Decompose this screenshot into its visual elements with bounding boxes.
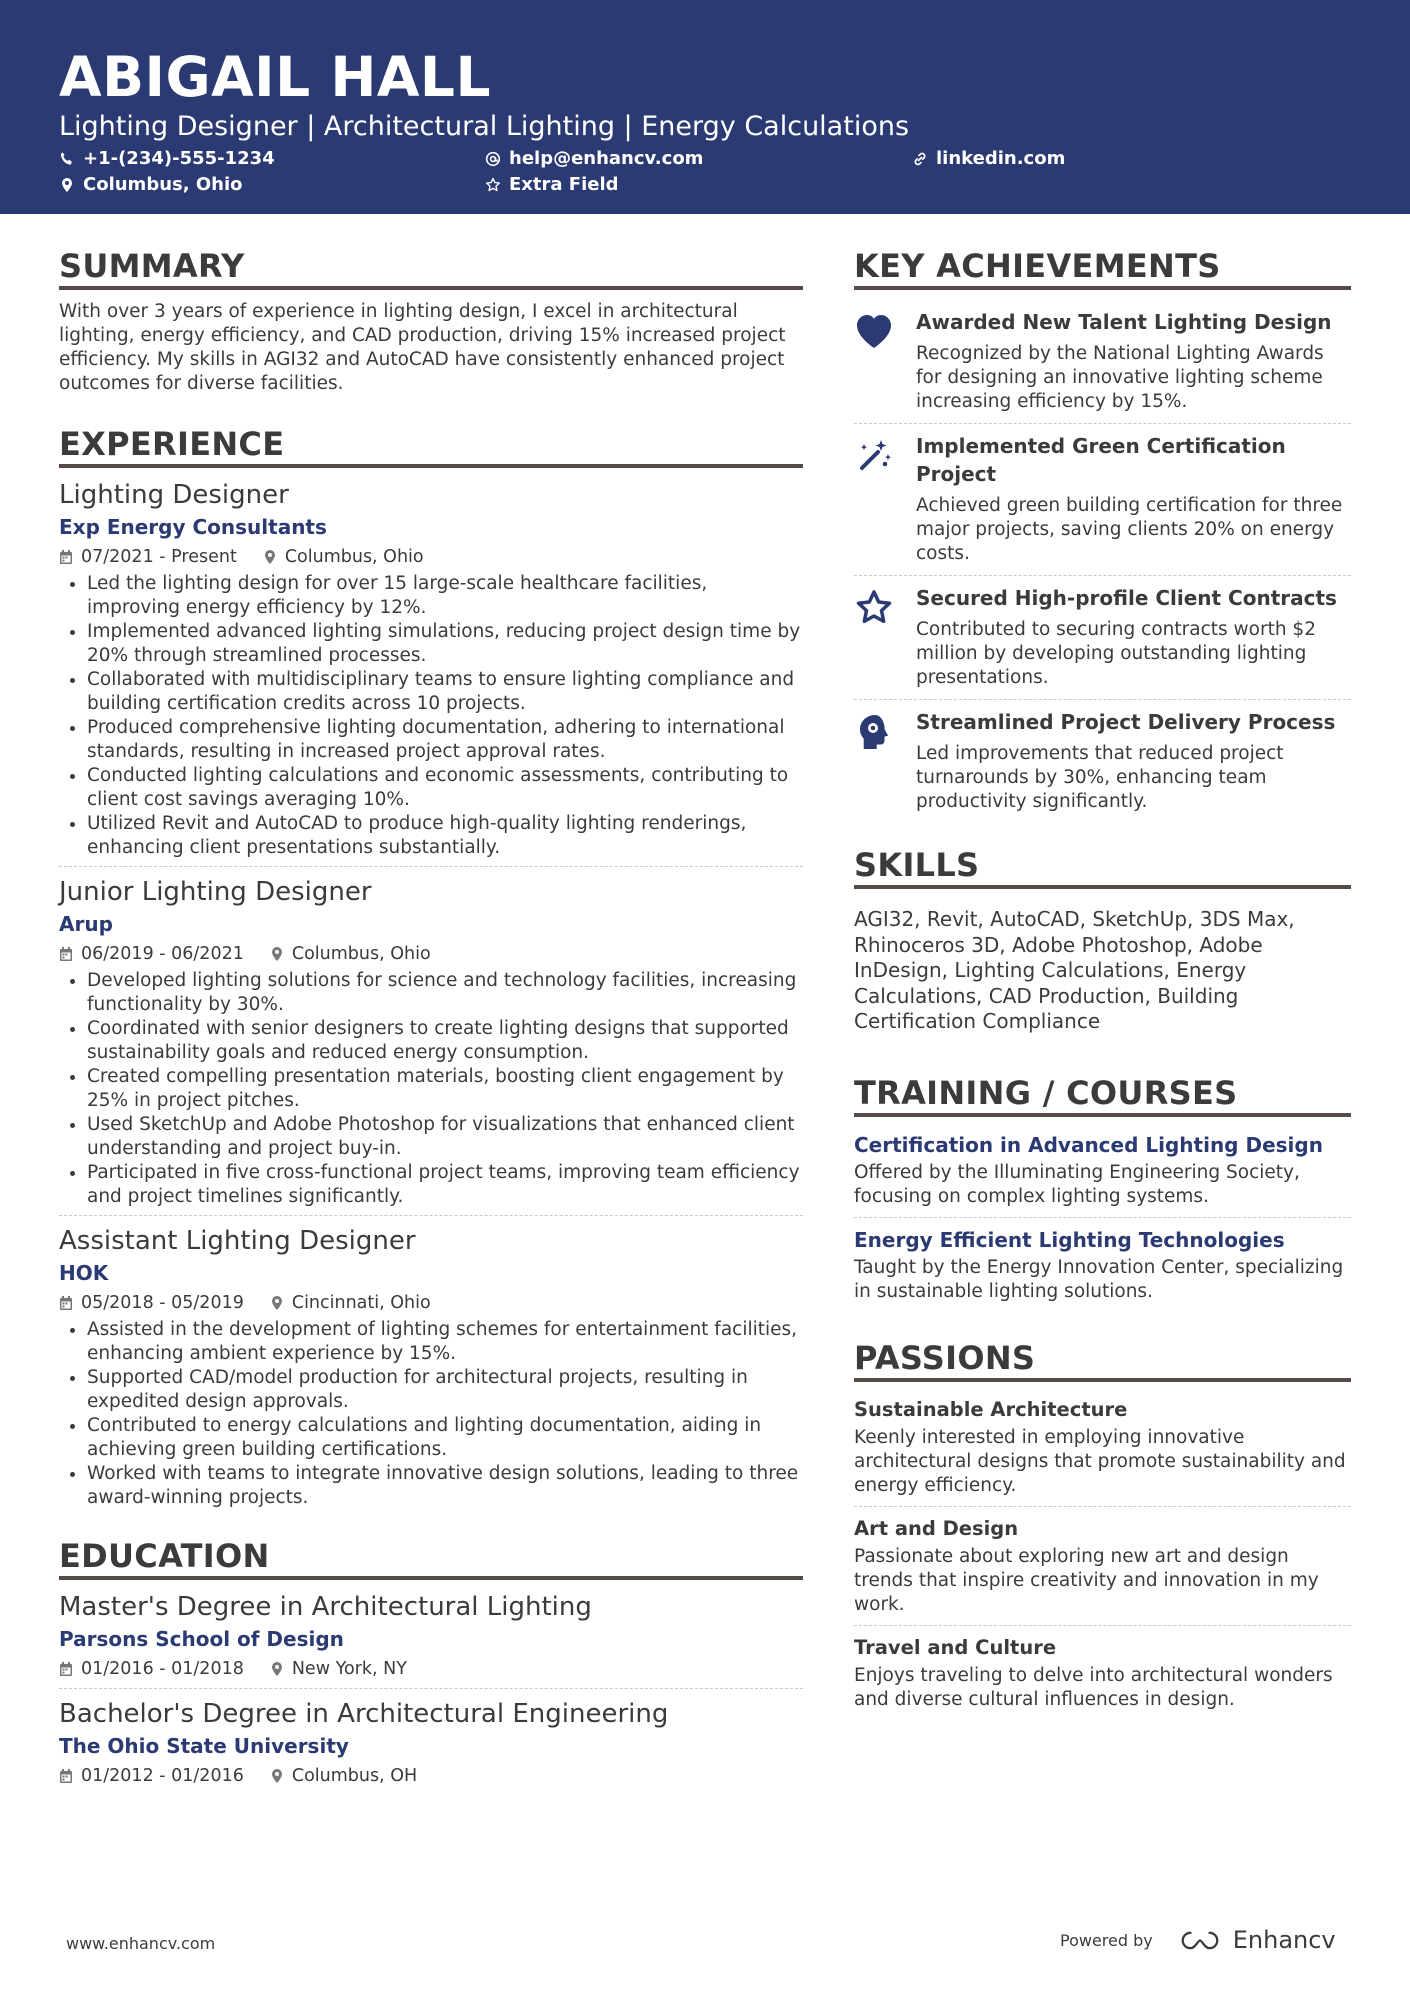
passion-title: Sustainable Architecture xyxy=(854,1397,1128,1421)
phone-icon xyxy=(59,151,75,167)
passion-title: Travel and Culture xyxy=(854,1635,1057,1659)
job-entry xyxy=(59,866,803,1215)
achievement-title: Streamlined Project Delivery Process xyxy=(916,710,1336,734)
list-item: • Coordinated with senior designers to create lighting designs that supported sustainability goals and reduced energy consumption. xyxy=(87,1017,803,1065)
company-name: HOK xyxy=(59,1261,109,1285)
powered-by-text: Powered by xyxy=(1060,1930,1153,1950)
achievement-desc: Recognized by the National Lighting Awards for designing an innovative lighting scheme increasing efficiency by 15%. xyxy=(916,343,1324,412)
degree-title: Bachelor's Degree in Architectural Engineering xyxy=(59,1699,669,1729)
footer-website[interactable]: www.enhancv.com xyxy=(66,1934,216,1953)
list-item: • Supported CAD/model production for architectural projects, resulting in expedited design approvals. xyxy=(87,1366,803,1414)
course-item xyxy=(854,1217,1351,1312)
job-meta xyxy=(59,1290,803,1316)
passion-title: Art and Design xyxy=(854,1516,1019,1540)
passion-item xyxy=(854,1625,1351,1720)
calendar-icon xyxy=(59,946,73,962)
list-item: • Worked with teams to integrate innovative design solutions, leading to three award-winning projects. xyxy=(87,1462,803,1510)
star-outline-icon xyxy=(485,177,501,193)
right-column xyxy=(854,246,1351,1720)
achievement-item xyxy=(854,699,1351,823)
section-title-education: EDUCATION xyxy=(59,1536,803,1580)
website-text[interactable]: linkedin.com xyxy=(936,148,1066,169)
resume-header xyxy=(0,0,1410,214)
list-item: • Participated in five cross-functional project teams, improving team efficiency and project timelines significantly. xyxy=(87,1161,803,1209)
brand-name: Enhancv xyxy=(1232,1926,1336,1954)
achievement-item xyxy=(854,300,1351,423)
phone-text: +1-(234)-555-1234 xyxy=(83,148,275,169)
calendar-icon xyxy=(59,1661,73,1677)
passion-desc: Enjoys traveling to delve into architectural wonders and diverse cultural influences in design. xyxy=(854,1664,1333,1710)
job-location: Columbus, Ohio xyxy=(284,547,424,567)
skills-list: AGI32, Revit, AutoCAD, SketchUp, 3DS Max, Rhinoceros 3D, Adobe Photoshop, Adobe InDesign, Lighting Calculations, Energy Calculations, CAD Production, Building Certification Compliance xyxy=(854,907,1295,1033)
education-location: New York, NY xyxy=(291,1659,407,1679)
contact-website[interactable] xyxy=(912,148,1065,169)
skills-section xyxy=(854,845,1351,1035)
job-title: Assistant Lighting Designer xyxy=(59,1226,416,1256)
job-title: Junior Lighting Designer xyxy=(59,877,372,907)
enhancv-logo-icon xyxy=(1177,1929,1223,1952)
link-icon xyxy=(912,151,928,167)
achievement-item xyxy=(854,423,1351,575)
achievement-title: Awarded New Talent Lighting Design xyxy=(916,310,1332,334)
course-desc: Offered by the Illuminating Engineering Society, focusing on complex lighting systems. xyxy=(854,1161,1300,1207)
summary-text: With over 3 years of experience in lighting design, I excel in architectural lighting, energy efficiency, and CAD production, driving 15% increased project efficiency. My skills in AGI32 and AutoCAD have consistently enhanced project outcomes for diverse facilities. xyxy=(59,301,786,394)
section-title-passions: PASSIONS xyxy=(854,1338,1351,1382)
calendar-icon xyxy=(59,1768,73,1784)
education-entry xyxy=(59,1688,803,1795)
contact-info xyxy=(59,148,1410,208)
job-bullets xyxy=(59,572,803,860)
education-location: Columbus, OH xyxy=(291,1766,418,1786)
contact-location xyxy=(59,174,243,195)
job-bullets xyxy=(59,1318,803,1510)
education-dates: 01/2016 - 01/2018 xyxy=(81,1659,244,1679)
candidate-title: Lighting Designer | Architectural Lighting | Energy Calculations xyxy=(59,111,910,142)
magic-wand-icon xyxy=(854,436,894,476)
course-title: Energy Efficient Lighting Technologies xyxy=(854,1227,1285,1252)
contact-phone xyxy=(59,148,275,169)
list-item: • Used SketchUp and Adobe Photoshop for visualizations that enhanced client understanding and project buy-in. xyxy=(87,1113,803,1161)
map-pin-icon xyxy=(59,177,75,193)
list-item: • Collaborated with multidisciplinary teams to ensure lighting compliance and building certification credits across 10 projects. xyxy=(87,668,803,716)
section-title-training: TRAINING / COURSES xyxy=(854,1073,1351,1117)
school-name: The Ohio State University xyxy=(59,1734,349,1758)
map-pin-icon xyxy=(270,946,284,962)
calendar-icon xyxy=(59,1295,73,1311)
achievement-title: Implemented Green Certification Project xyxy=(916,434,1286,486)
star-icon xyxy=(854,588,894,628)
experience-section xyxy=(59,424,803,1516)
head-brain-icon xyxy=(854,712,894,752)
job-bullets xyxy=(59,969,803,1209)
brand-logo[interactable] xyxy=(1177,1926,1336,1954)
education-entry xyxy=(59,1590,803,1688)
list-item: • Developed lighting solutions for science and technology facilities, increasing functionality by 30%. xyxy=(87,969,803,1017)
map-pin-icon xyxy=(270,1768,284,1784)
school-name: Parsons School of Design xyxy=(59,1627,344,1651)
section-title-skills: SKILLS xyxy=(854,845,1351,889)
job-dates: 07/2021 - Present xyxy=(81,547,237,567)
list-item: • Assisted in the development of lighting schemes for entertainment facilities, enhancing ambient experience by 15%. xyxy=(87,1318,803,1366)
job-meta xyxy=(59,941,803,967)
section-title-experience: EXPERIENCE xyxy=(59,424,803,468)
list-item: • Conducted lighting calculations and economic assessments, contributing to client cost savings averaging 10%. xyxy=(87,764,803,812)
left-column xyxy=(59,246,803,1795)
list-item: • Led the lighting design for over 15 large-scale healthcare facilities, improving energy efficiency by 12%. xyxy=(87,572,803,620)
education-dates: 01/2012 - 01/2016 xyxy=(81,1766,244,1786)
list-item: • Produced comprehensive lighting documentation, adhering to international standards, resulting in increased project approval rates. xyxy=(87,716,803,764)
calendar-icon xyxy=(59,549,73,565)
contact-extra xyxy=(485,174,619,195)
achievements-section xyxy=(854,246,1351,823)
footer-branding xyxy=(1060,1926,1336,1954)
passions-section xyxy=(854,1338,1351,1720)
job-entry xyxy=(59,478,803,866)
map-pin-icon xyxy=(270,1295,284,1311)
passion-item xyxy=(854,1392,1351,1506)
training-section xyxy=(854,1073,1351,1312)
map-pin-icon xyxy=(270,1661,284,1677)
email-text[interactable]: help@enhancv.com xyxy=(509,148,704,169)
heart-icon xyxy=(854,312,894,352)
course-item xyxy=(854,1127,1351,1217)
passion-desc: Keenly interested in employing innovative architectural designs that promote sustainability and energy efficiency. xyxy=(854,1426,1346,1496)
list-item: • Created compelling presentation materials, boosting client engagement by 25% in project pitches. xyxy=(87,1065,803,1113)
passion-item xyxy=(854,1506,1351,1625)
list-item: • Contributed to energy calculations and lighting documentation, aiding in achieving green building certifications. xyxy=(87,1414,803,1462)
achievement-item xyxy=(854,575,1351,699)
section-title-achievements: KEY ACHIEVEMENTS xyxy=(854,246,1351,290)
job-title: Lighting Designer xyxy=(59,480,289,510)
education-meta xyxy=(59,1656,803,1682)
company-name: Exp Energy Consultants xyxy=(59,515,327,539)
job-location: Columbus, Ohio xyxy=(291,944,431,964)
achievement-desc: Achieved green building certification for three major projects, saving clients 20% on energy costs. xyxy=(916,495,1343,564)
achievement-title: Secured High-profile Client Contracts xyxy=(916,586,1337,610)
achievement-desc: Contributed to securing contracts worth $2 million by developing outstanding lighting presentations. xyxy=(916,619,1316,688)
job-entry xyxy=(59,1215,803,1516)
contact-email[interactable] xyxy=(485,148,703,169)
passion-desc: Passionate about exploring new art and design trends that inspire creativity and innovation in my work. xyxy=(854,1545,1319,1615)
course-title: Certification in Advanced Lighting Design xyxy=(854,1132,1323,1157)
location-text: Columbus, Ohio xyxy=(83,174,243,195)
list-item: • Implemented advanced lighting simulations, reducing project design time by 20% through streamlined processes. xyxy=(87,620,803,668)
degree-title: Master's Degree in Architectural Lighting xyxy=(59,1592,592,1622)
section-title-summary: SUMMARY xyxy=(59,246,803,290)
education-meta xyxy=(59,1763,803,1789)
map-pin-icon xyxy=(263,549,277,565)
education-section xyxy=(59,1536,803,1795)
course-desc: Taught by the Energy Innovation Center, specializing in sustainable lighting solutions. xyxy=(854,1256,1344,1302)
job-location: Cincinnati, Ohio xyxy=(291,1293,431,1313)
company-name: Arup xyxy=(59,912,113,936)
candidate-name: ABIGAIL HALL xyxy=(59,45,492,109)
summary-section xyxy=(59,246,803,396)
list-item: • Utilized Revit and AutoCAD to produce high-quality lighting renderings, enhancing client presentations substantially. xyxy=(87,812,803,860)
extra-text: Extra Field xyxy=(509,174,619,195)
job-dates: 05/2018 - 05/2019 xyxy=(81,1293,244,1313)
achievement-desc: Led improvements that reduced project turnarounds by 30%, enhancing team productivity significantly. xyxy=(916,743,1284,812)
job-dates: 06/2019 - 06/2021 xyxy=(81,944,244,964)
at-sign-icon xyxy=(485,151,501,167)
job-meta xyxy=(59,544,803,570)
